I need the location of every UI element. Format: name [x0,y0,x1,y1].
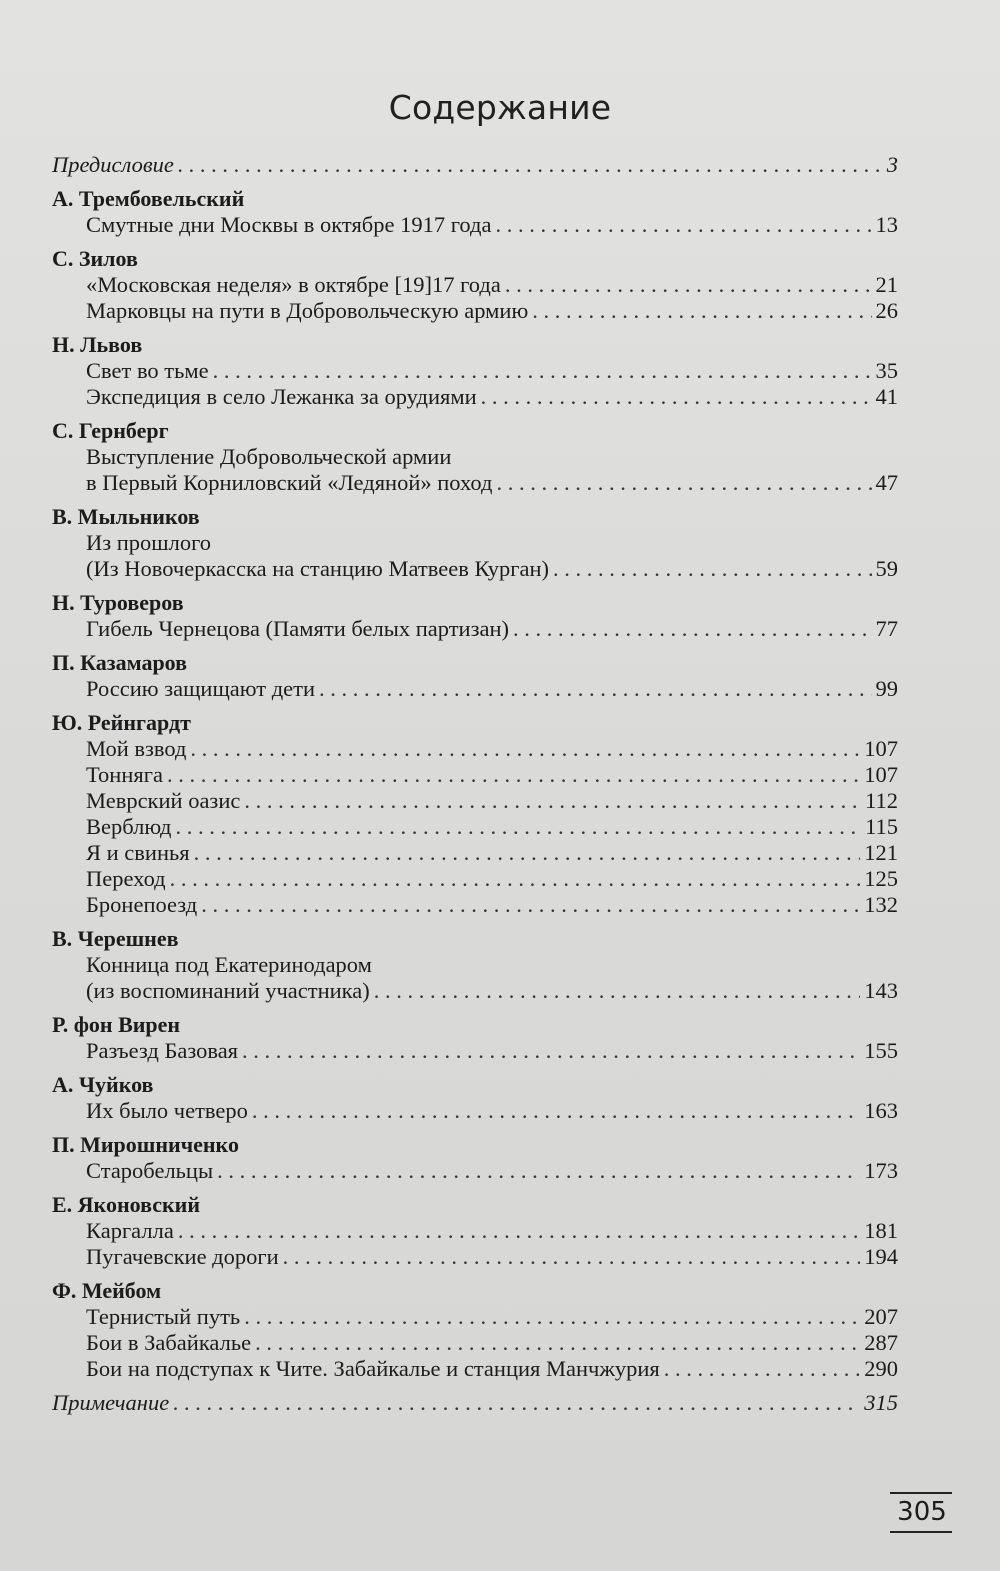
toc-page-number: 35 [875,358,898,383]
toc-page-number: 207 [864,1304,898,1329]
dot-leader [283,1244,861,1270]
toc-entry [52,788,898,814]
toc-entry [52,272,898,298]
toc-page-number: 77 [875,616,898,641]
dot-leader [178,1218,860,1244]
toc-entry [52,978,898,1004]
toc-entry [52,1098,898,1124]
toc-entry-title: Старобельцы [86,1158,214,1183]
folio-rule-top [890,1492,952,1494]
dot-leader [553,556,871,582]
toc-entry-title: Предисловие [52,152,174,177]
toc-author: В. Мыльников [52,504,200,529]
toc-author: Н. Львов [52,332,143,357]
toc-entry [52,616,898,642]
toc-entry-title: Свет во тьме [86,358,209,383]
dot-leader [244,1304,860,1330]
toc-entry-title: Их было четверо [86,1098,248,1123]
dot-leader [175,814,861,840]
toc-page-number: 21 [875,272,898,297]
toc-entry-title: Каргалла [86,1218,174,1243]
toc-entry-title: Я и свинья [86,840,190,865]
toc-page-number: 143 [864,978,898,1003]
toc-entry-title: (из воспоминаний участника) [86,978,370,1003]
toc-entry-title: Пугачевские дороги [86,1244,279,1269]
toc-entry-title: Тернистый путь [86,1304,241,1329]
dot-leader [505,272,872,298]
folio-rule-bottom [890,1531,952,1533]
toc-sections [52,186,898,1382]
toc-author: С. Гернберг [52,418,169,443]
dot-leader [513,616,872,642]
toc-entry [52,1304,898,1330]
toc-entry [52,212,898,238]
toc-page-number: 26 [875,298,898,323]
toc-page-number: 290 [864,1356,898,1381]
toc-entry-title: Гибель Чернецова (Памяти белых партизан) [86,616,509,641]
toc-page-number: 194 [864,1244,898,1269]
dot-leader [194,840,861,866]
dot-leader [170,866,861,892]
dot-leader [255,1330,860,1356]
toc-author: Р. фон Вирен [52,1012,181,1037]
dot-leader [242,1038,860,1064]
toc-entry-title: (Из Новочеркасска на станцию Матвеев Курган) [86,556,550,581]
toc-entry-title: Бронепоезд [86,892,198,917]
dot-leader [495,212,871,238]
toc-entry [52,470,898,496]
toc-page-number: 99 [875,676,898,701]
toc-entry-title: Примечание [52,1390,170,1415]
toc-page-number: 47 [875,470,898,495]
toc-page-number: 107 [864,762,898,787]
dot-leader [217,1158,860,1184]
dot-leader [664,1356,860,1382]
toc-entry-title: Меврский оазис [86,788,241,813]
toc-author: Е. Яконовский [52,1192,201,1217]
toc-entry-title-line: Из прошлого [86,530,212,555]
toc-entry [52,358,898,384]
dot-leader [252,1098,860,1124]
toc-page-number: 315 [864,1390,898,1415]
toc-author: В. Черешнев [52,926,179,951]
toc-page-number: 3 [886,152,898,177]
toc-entry [52,892,898,918]
toc-entry-title: Бои в Забайкалье [86,1330,252,1355]
dot-leader [201,892,860,918]
toc-page-number: 125 [864,866,898,891]
dot-leader [178,152,883,178]
dot-leader [481,384,872,410]
dot-leader [496,470,871,496]
toc-page-number: 13 [875,212,898,237]
dot-leader [244,788,861,814]
toc-entry-title: «Московская неделя» в октябре [19]17 года [86,272,501,297]
toc-page-number: 181 [864,1218,898,1243]
toc-page-number: 59 [875,556,898,581]
toc-page-number: 107 [864,736,898,761]
toc-page-number: 115 [865,814,898,839]
toc-entry [52,676,898,702]
toc-entry [52,866,898,892]
toc-entry-title: Тонняга [86,762,163,787]
toc-entry-title: Верблюд [86,814,172,839]
toc-author: Н. Туроверов [52,590,184,615]
toc-entry [52,814,898,840]
toc-page-number: 173 [864,1158,898,1183]
toc-entry-title: Марковцы на пути в Добровольческую армию [86,298,529,323]
toc-page-number: 41 [875,384,898,409]
toc-author: А. Трембовельский [52,186,245,211]
toc-entry [52,736,898,762]
toc-entry [52,1330,898,1356]
toc-page-number: 132 [864,892,898,917]
page-title: Содержание [388,88,612,127]
toc-author: П. Казамаров [52,650,188,675]
toc-entry-title: Разъезд Базовая [86,1038,239,1063]
toc-entry-title-line: Выступление Добровольческой армии [86,444,452,469]
toc-entry [52,556,898,582]
toc-page-number: 121 [864,840,898,865]
page-number-folio: 305 [897,1497,947,1527]
toc-page-number: 287 [864,1330,898,1355]
toc-author: Ю. Рейнгардт [52,710,191,735]
toc-entry-title: в Первый Корниловский «Ледяной» поход [86,470,493,495]
toc-entry [52,1038,898,1064]
dot-leader [167,762,860,788]
toc-author: Ф. Мейбом [52,1278,162,1303]
dot-leader [532,298,871,324]
toc-entry [52,1158,898,1184]
toc-entry-title: Экспедиция в село Лежанка за орудиями [86,384,477,409]
toc-entry-title: Переход [86,866,166,891]
toc-author: С. Зилов [52,246,138,271]
dot-leader [173,1390,860,1416]
toc-entry [52,762,898,788]
toc-entry [52,840,898,866]
toc-entry [52,1244,898,1270]
toc-author: П. Мирошниченко [52,1132,239,1157]
toc-entry [52,1218,898,1244]
toc-entry-title: Бои на подступах к Чите. Забайкалье и станция Манчжурия [86,1356,660,1381]
dot-leader [319,676,871,702]
toc-page-number: 163 [864,1098,898,1123]
dot-leader [213,358,872,384]
toc-author: А. Чуйков [52,1072,154,1097]
toc-entry [52,298,898,324]
dot-leader [190,736,860,762]
toc-entry-title-line: Конница под Екатеринодаром [86,952,372,977]
toc-entry [52,1356,898,1382]
toc-entry-title: Смутные дни Москвы в октябре 1917 года [86,212,492,237]
dot-leader [374,978,860,1004]
toc-page-number: 155 [864,1038,898,1063]
toc-entry-title: Мой взвод [86,736,187,761]
toc-entry-title: Россию защищают дети [86,676,316,701]
toc-entry [52,384,898,410]
toc-page-number: 112 [865,788,898,813]
toc-preface [52,152,898,178]
table-of-contents [52,152,898,1416]
toc-notes [52,1390,898,1416]
